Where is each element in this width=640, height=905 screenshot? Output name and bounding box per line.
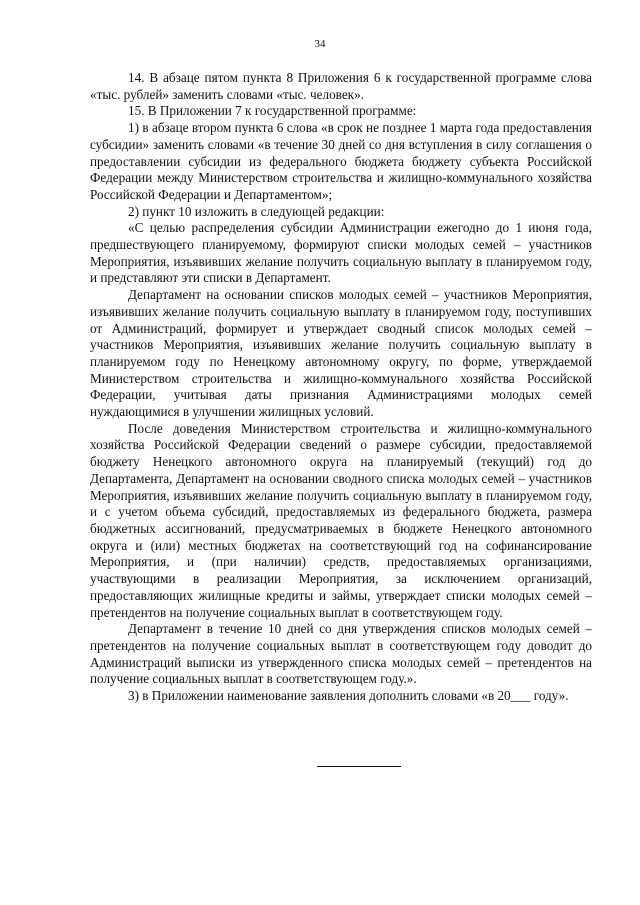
quoted-paragraph-3: После доведения Министерством строительства и жилищно-коммунального хозяйства Российской Федерации сведений о размере субсидии, предоставляемой бюджету Ненецкого автономного округа на планируемый (текущий) год до Департамента, Департамент на основании сводного списка молодых семей – участников Мероприятия, изъявивших желание получить социальную выплату в планируемом году, и с учетом объема субсидий, предоставляемых из федерального бюджета, размера бюджетных ассигнований, предусматриваемых в бюджете Ненецкого автономного округа и (или) местных бюджетах на соответствующий год на софинансирование Мероприятия, и (при наличии) средств, предоставляемых организациями, участвующими в реализации Мероприятия, за исключением организаций, предоставляющих жилищные кредиты и займы, утверждает списки молодых семей – претендентов на получение социальных выплат в соответствующем году.	[90, 420, 592, 620]
quoted-paragraph-1: «С целью распределения субсидии Администрации ежегодно до 1 июня года, предшествующего планируемому, формируют списки молодых семей – участников Мероприятия, изъявивших желание получить социальную выплату в планируемом году, и представляют эти списки в Департамент.	[90, 220, 592, 286]
page-number: 34	[314, 38, 326, 50]
paragraph-item-15: 15. В Приложении 7 к государственной программе:	[128, 103, 417, 119]
subitem-3: 3) в Приложении наименование заявления дополнить словами «в 20___ году».	[128, 688, 569, 704]
subitem-2: 2) пункт 10 изложить в следующей редакции:	[128, 203, 385, 219]
document-body	[90, 70, 592, 705]
quoted-paragraph-2: Департамент на основании списков молодых семей – участников Мероприятия, изъявивших желание получить социальную выплату в планируемом году, поступивших от Администраций, формирует и утверждает сводный список молодых семей – участников Мероприятия, изъявивших желание получить социальную выплату в планируемом году по Ненецкому автономному округу, по форме, утверждаемой Министерством строительства и жилищно-коммунального хозяйства Российской Федерации, учитывая даты признания Администрациями молодых семей нуждающимися в улучшении жилищных условий.	[90, 287, 592, 420]
paragraph-item-14: 14. В абзаце пятом пункта 8 Приложения 6 к государственной программе слова «тыс. рублей» заменить словами «тыс. человек».	[90, 70, 592, 102]
quoted-paragraph-4: Департамент в течение 10 дней со дня утверждения списков молодых семей – претендентов на получение социальных выплат в соответствующем году доводит до Администраций выписки из утвержденного списка молодых семей – претендентов на получение социальных выплат в соответствующем году.».	[90, 621, 592, 687]
closing-divider	[317, 766, 401, 767]
subitem-1: 1) в абзаце втором пункта 6 слова «в срок не позднее 1 марта года предоставления субсидии» заменить словами «в течение 30 дней со дня вступления в силу соглашения о предоставлении субсидии из федерального бюджета бюджету субъекта Российской Федерации между Министерством строительства и жилищно-коммунального хозяйства Российской Федерации и Департаментом»;	[90, 120, 592, 202]
